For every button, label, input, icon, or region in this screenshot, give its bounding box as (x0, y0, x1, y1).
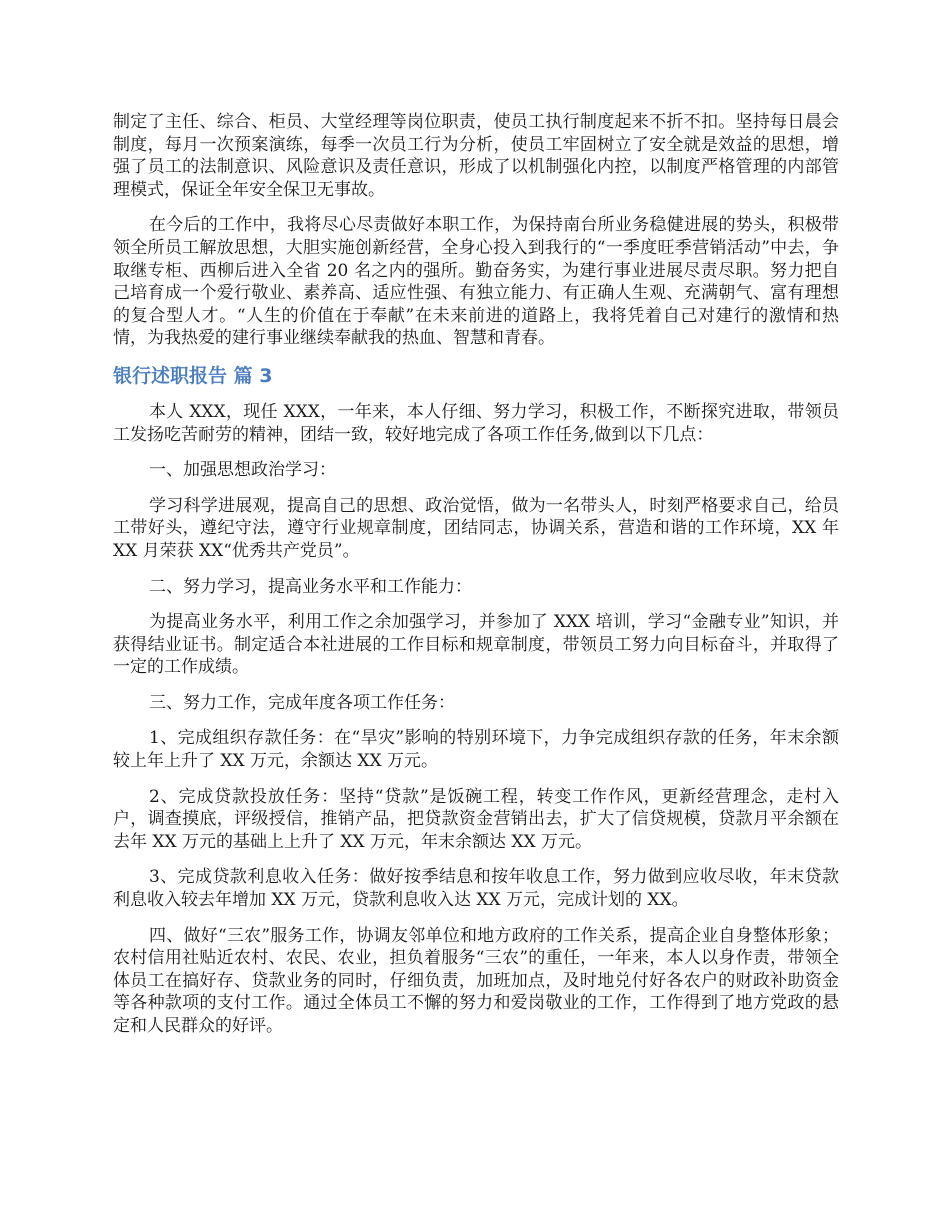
paragraph-deposit-task: 1、完成组织存款任务：在“旱灾”影响的特别环境下，力争完成组织存款的任务，年末余额较上年上升了 XX 万元，余额达 XX 万元。 (113, 728, 839, 772)
document-body (113, 111, 839, 1051)
subheading-political-study: 一、加强思想政治学习： (149, 460, 336, 481)
paragraph-business-study: 为提高业务水平，利用工作之余加强学习，并参加了 XXX 培训，学习“金融专业”知识，并获得结业证书。制定适合本社进展的工作目标和规章制度，带领员工努力向目标奋斗，并取得了一定的工作成绩。 (113, 612, 839, 678)
paragraph-loan-task: 2、完成贷款投放任务：坚持“贷款”是饭碗工程，转变工作作风，更新经营理念，走村入户，调查摸底，评级授信，推销产品，把贷款资金营销出去，扩大了信贷规模，贷款月平余额在去年 XX 万元的基础上上升了 XX 万元，年末余额达 XX 万元。 (113, 786, 839, 852)
paragraph-future-work: 在今后的工作中，我将尽心尽责做好本职工作，为保持南台所业务稳健进展的势头，积极带领全所员工解放思想，大胆实施创新经营，全身心投入到我行的“一季度旺季营销活动”中去，争取继专柜、西柳后进入全省 20 名之内的强所。勤奋务实，为建行事业进展尽责尽职。努力把自己培育成一个爱行敬业、素养高、适应性强、有独立能力、有正确人生观、充满朝气、富有理想的复合型人才。“人生的价值在于奉献”在未来前进的道路上，我将凭着自己对建行的激情和热情，为我热爱的建行事业继续奉献我的热血、智慧和青春。 (113, 215, 839, 349)
subheading-annual-tasks: 三、努力工作，完成年度各项工作任务： (149, 692, 455, 713)
section-heading: 银行述职报告 篇 3 (113, 364, 273, 387)
paragraph-continued: 制定了主任、综合、柜员、大堂经理等岗位职责，使员工执行制度起来不折不扣。坚持每日晨会制度，每月一次预案演练，每季一次员工行为分析，使员工牢固树立了安全就是效益的思想，增强了员工的法制意识、风险意识及责任意识，形成了以机制强化内控，以制度严格管理的内部管理模式，保证全年安全保卫无事故。 (113, 112, 839, 200)
paragraph-political-study: 学习科学进展观，提高自己的思想、政治觉悟，做为一名带头人，时刻严格要求自己，给员工带好头，遵纪守法，遵守行业规章制度，团结同志，协调关系，营造和谐的工作环境，XX 年 XX 月荣获 XX“优秀共产党员”。 (113, 495, 839, 561)
paragraph-sannong-service: 四、做好“三农”服务工作，协调友邻单位和地方政府的工作关系，提高企业自身整体形象；农村信用社贴近农村、农民、农业，担负着服务“三农”的重任，一年来，本人以身作责，带领全体员工在搞好存、贷款业务的同时，仔细负责，加班加点，及时地兑付好各农户的财政补助资金等各种款项的支付工作。通过全体员工不懈的努力和爱岗敬业的工作，工作得到了地方党政的悬定和人民群众的好评。 (113, 925, 839, 1036)
subheading-business-study: 二、努力学习，提高业务水平和工作能力： (149, 576, 472, 597)
paragraph-interest-task: 3、完成贷款利息收入任务：做好按季结息和按年收息工作，努力做到应收尽收，年末贷款利息收入较去年增加 XX 万元，贷款利息收入达 XX 万元，完成计划的 XX。 (113, 867, 839, 911)
paragraph-intro: 本人 XXX，现任 XXX，一年来，本人仔细、努力学习，积极工作，不断探究进取，带领员工发扬吃苦耐劳的精神，团结一致，较好地完成了各项工作任务,做到以下几点： (113, 401, 839, 445)
